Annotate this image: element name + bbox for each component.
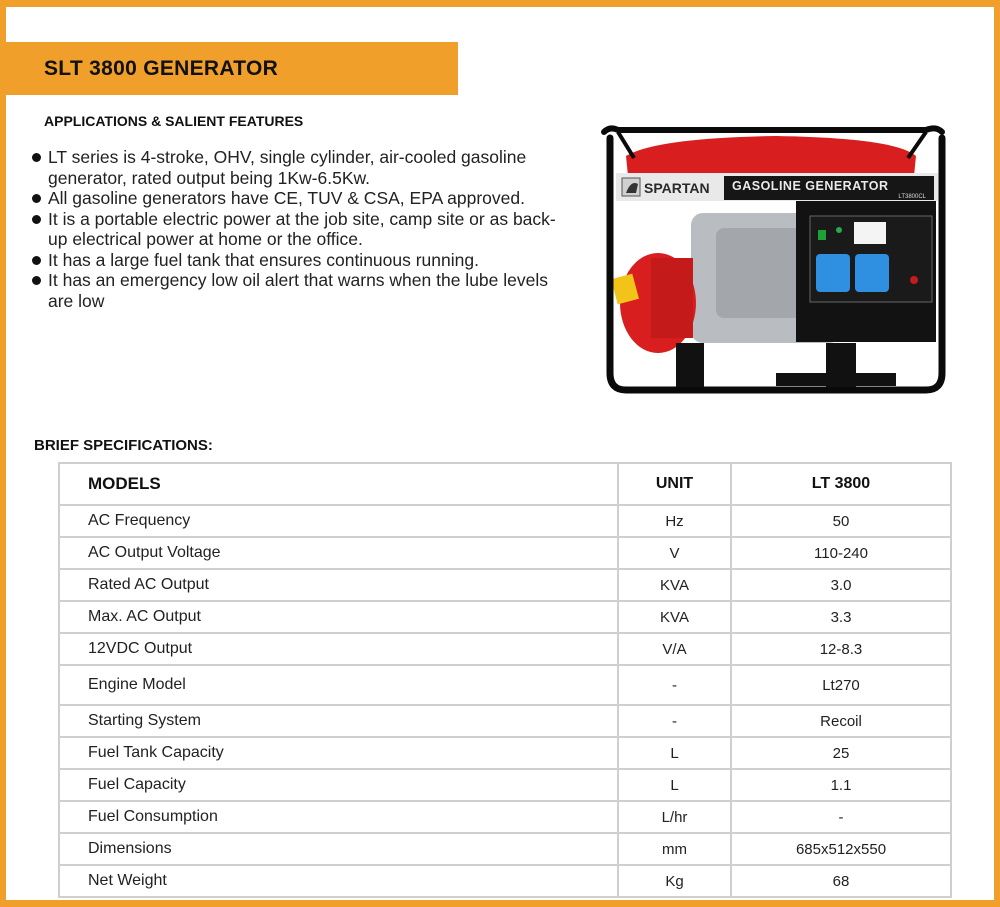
spec-unit: Kg	[618, 865, 731, 897]
bullet-icon	[32, 215, 41, 224]
features-list	[30, 147, 570, 311]
spec-unit: L	[618, 769, 731, 801]
spec-name: 12VDC Output	[59, 633, 618, 665]
table-header-row	[59, 463, 951, 505]
foot	[676, 343, 704, 387]
page-title: SLT 3800 GENERATOR	[44, 57, 279, 80]
spec-unit: mm	[618, 833, 731, 865]
spec-value: Lt270	[731, 665, 951, 705]
table-row	[59, 505, 951, 537]
column-header-model-value: LT 3800	[731, 463, 951, 505]
table-row	[59, 705, 951, 737]
table-row	[59, 769, 951, 801]
table-row	[59, 537, 951, 569]
table-row	[59, 737, 951, 769]
bullet-icon	[32, 194, 41, 203]
spec-name: Rated AC Output	[59, 569, 618, 601]
title-band	[0, 42, 458, 95]
spec-value: -	[731, 801, 951, 833]
spec-name: Fuel Capacity	[59, 769, 618, 801]
table-row	[59, 601, 951, 633]
features-heading: APPLICATIONS & SALIENT FEATURES	[44, 113, 304, 129]
spec-unit: L/hr	[618, 801, 731, 833]
generator-product-image	[596, 118, 948, 403]
outlet-icon	[816, 254, 850, 292]
table-row	[59, 665, 951, 705]
bullet-icon	[32, 153, 41, 162]
page-border-top	[0, 0, 1000, 7]
column-header-models: MODELS	[59, 463, 618, 505]
spec-value: 12-8.3	[731, 633, 951, 665]
bullet-icon	[32, 256, 41, 265]
feature-item: It has a large fuel tank that ensures continuous running.	[30, 250, 570, 271]
spec-name: Max. AC Output	[59, 601, 618, 633]
feature-item: It is a portable electric power at the job site, camp site or as back-up electrical power at home or the office.	[30, 209, 570, 250]
spec-name: Fuel Tank Capacity	[59, 737, 618, 769]
spec-name: Starting System	[59, 705, 618, 737]
spec-unit: -	[618, 665, 731, 705]
spec-value: 68	[731, 865, 951, 897]
page-border-bottom	[0, 900, 1000, 907]
outlet-icon	[855, 254, 889, 292]
spec-unit: L	[618, 737, 731, 769]
spec-unit: V	[618, 537, 731, 569]
spec-unit: KVA	[618, 569, 731, 601]
feature-item: It has an emergency low oil alert that warns when the lube levels are low	[30, 270, 570, 311]
table-row	[59, 569, 951, 601]
spec-name: Engine Model	[59, 665, 618, 705]
spec-value: 1.1	[731, 769, 951, 801]
column-header-unit: UNIT	[618, 463, 731, 505]
spec-value: Recoil	[731, 705, 951, 737]
table-row	[59, 801, 951, 833]
spec-value: 25	[731, 737, 951, 769]
feature-item: LT series is 4-stroke, OHV, single cylinder, air-cooled gasoline generator, rated output being 1Kw-6.5Kw.	[30, 147, 570, 188]
fuel-tank	[626, 136, 916, 176]
page-border-left	[0, 0, 6, 907]
spec-unit: -	[618, 705, 731, 737]
spec-name: Dimensions	[59, 833, 618, 865]
bullet-icon	[32, 276, 41, 285]
spec-name: Net Weight	[59, 865, 618, 897]
model-tag: LT3800CL	[898, 194, 926, 200]
spec-value: 3.0	[731, 569, 951, 601]
brand-logo: SPARTAN	[644, 180, 710, 196]
spec-unit: KVA	[618, 601, 731, 633]
product-label: GASOLINE GENERATOR	[732, 179, 889, 193]
spec-value: 3.3	[731, 601, 951, 633]
spec-name: AC Frequency	[59, 505, 618, 537]
spec-value: 110-240	[731, 537, 951, 569]
spec-value: 50	[731, 505, 951, 537]
page-border-right	[994, 0, 1000, 907]
spec-name: AC Output Voltage	[59, 537, 618, 569]
spec-unit: V/A	[618, 633, 731, 665]
spec-value: 685x512x550	[731, 833, 951, 865]
specs-heading: BRIEF SPECIFICATIONS:	[34, 437, 213, 454]
spec-name: Fuel Consumption	[59, 801, 618, 833]
specs-table	[58, 462, 952, 898]
table-row	[59, 833, 951, 865]
table-row	[59, 865, 951, 897]
feature-item: All gasoline generators have CE, TUV & CSA, EPA approved.	[30, 188, 570, 209]
spec-unit: Hz	[618, 505, 731, 537]
table-row	[59, 633, 951, 665]
